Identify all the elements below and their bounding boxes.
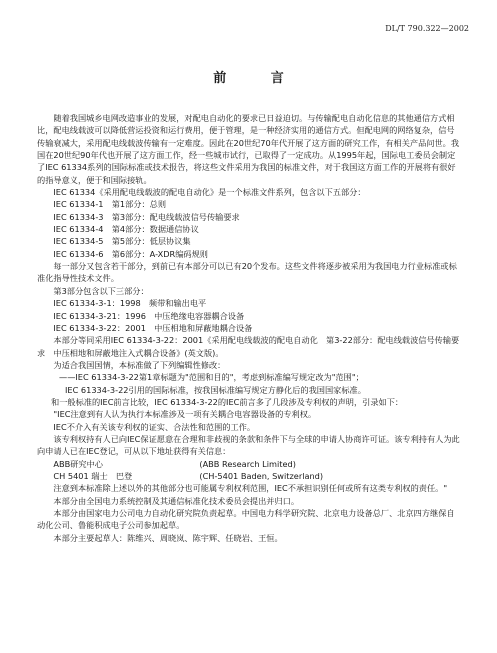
paragraph: "IEC注意到有人认为执行本标准涉及一项有关耦合电容器设备的专利权。 (53, 409, 317, 420)
paragraph: IEC 61334-6 第6部分：A-XDR编码规则 (53, 248, 208, 259)
contact-address: (ABB Research Limited) (199, 458, 296, 469)
paragraph: IEC 61334-5 第5部分：低层协议集 (53, 236, 191, 247)
paragraph: IEC 61334-4 第4部分：数据通信协议 (53, 224, 199, 235)
paragraph: 本部分由国家电力公司电力自动化研究院负责起草。中国电力科学研究院、北京电力设备总厂、北京四方继保自动化公司、鲁能积成电子公司参加起草。 (37, 508, 455, 531)
contact-name: CH 5401 瑞士 巴登 (53, 470, 133, 481)
standard-number: DL/T 790.322—2002 (385, 24, 469, 33)
contact-name: ABB研究中心 (53, 458, 103, 469)
paragraph: IEC 61334-3 第3部分：配电线载波信号传输要求 (53, 211, 240, 222)
paragraph: IEC 61334-3-1：1998 频带和输出电平 (53, 298, 207, 309)
paragraph: 每一部分又包含若干部分，到前已有本部分可以已有20个发布。这些文件将逐步被采用为我国电力行业标准或标准化指导性技术文件。 (37, 261, 457, 284)
paragraph: 和一般标准的IEC前言比较，IEC 61334-3-22的IEC前言多了几段涉及专利权的声明，引录如下： (51, 396, 404, 407)
foreword-body (37, 112, 462, 544)
paragraph: IEC不介入有关该专利权的证实、合法性和范围的工作。 (53, 421, 256, 432)
paragraph: IEC 61334《采用配电线载波的配电自动化》是一个标准文件系列，包含以下五部分： (53, 187, 366, 198)
paragraph: 本部分由全国电力系统控制及其通信标准化技术委员会提出并归口。 (53, 495, 300, 506)
contact-address: (CH-5401 Baden, Switzerland) (199, 470, 324, 481)
paragraph: ——IEC 61334-3-22第1章标题为"范围和目的"，考虑到标准编写规定改为"范围"； (59, 372, 364, 383)
paragraph: IEC 61334-3-22：2001 中压相地和屏蔽地耦合设备 (53, 322, 253, 333)
paragraph: 随着我国城乡电网改造事业的发展，对配电自动化的要求已日益迫切。与传输配电自动化信息的其他通信方式相比，配电线载波可以降低营运投资和运行费用，便于管理，是一种经济实用的通信方式。但配电网的网络复杂，信号传输衰减大，采用配电线载波传输有一定难度。因此在20世纪70年代开展了这方面的研究工作，有相关产品问世。我国在20世纪90年代也开展了这方面工作，经一些城市试行，已取得了一定成功。从1995年起，国际电工委员会制定了IEC 61334系列的国际标准或技术报告，将这些文件采用为我国的标准文件，对于我国这方面工作的开展将有很好的指导意义，便于和国际接轨。 (37, 113, 460, 185)
contact-line (37, 458, 462, 470)
paragraph: 为适合我国国情，本标准做了下列编辑性修改： (53, 359, 226, 370)
paragraph: IEC 61334-1 第1部分：总则 (53, 199, 167, 210)
paragraph: 本部分等同采用IEC 61334-3-22：2001《采用配电线载波的配电自动化 第3-22部分：配电线载波信号传输要求 中压相地和屏蔽地注入式耦合设备》(英文版)。 (37, 335, 460, 358)
paragraph: IEC 61334-3-22引用的国际标准，按我国标准编写规定方静化后的我国国家标准。 (65, 384, 366, 395)
page-title: 前 言 (213, 71, 304, 86)
paragraph: 本部分主要起草人：陈维兴、周晓岚、陈宇辉、任晓岩、王恒。 (53, 532, 283, 543)
paragraph: 注意到本标准除上述以外的其他部分也可能属专利权利范围，IEC不承担识别任何或所有这类专利权的责任。" (53, 483, 448, 494)
paragraph: 该专利权持有人已向IEC保证愿意在合理和非歧视的条款和条件下与全球的申请人协商许可证。该专利持有人为此向申请人已在IEC登记，可从以下地址获得有关信息： (37, 433, 460, 457)
contact-line (37, 470, 462, 482)
paragraph: IEC 61334-3-21：1996 中压绝缘电容器耦合设备 (53, 310, 245, 321)
paragraph: 第3部分包含以下三部分： (53, 285, 149, 296)
